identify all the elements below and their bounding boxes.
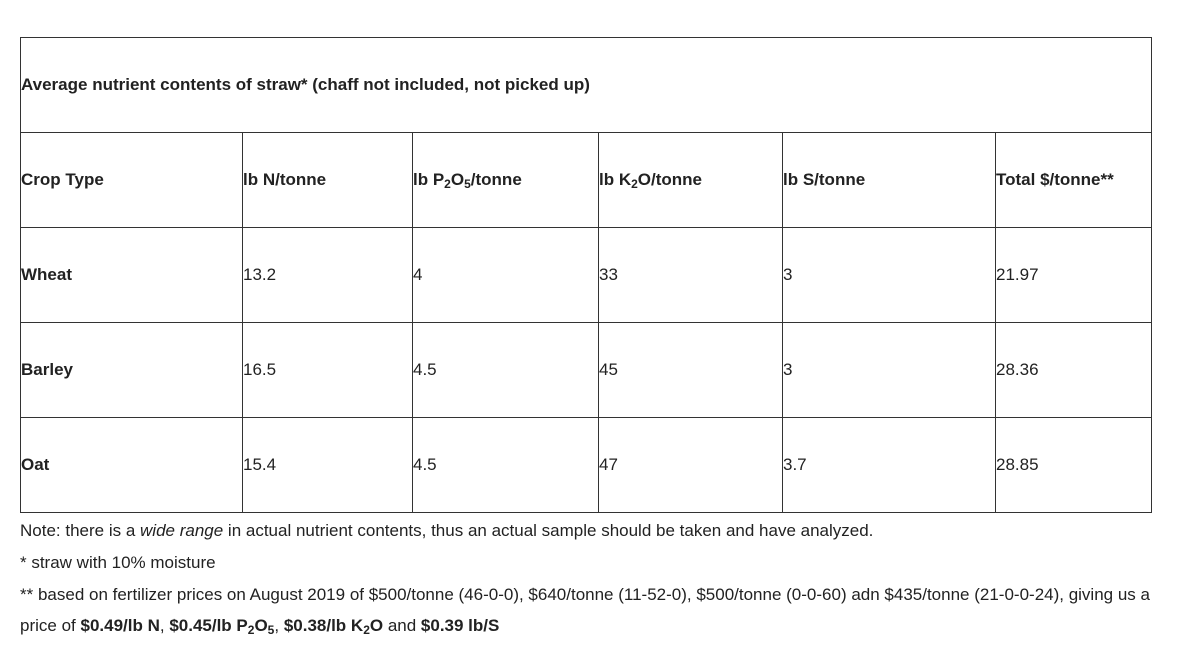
notes-section [20, 515, 1185, 641]
cell-total: 28.36 [996, 323, 1152, 418]
cell-crop: Barley [21, 323, 243, 418]
cell-k: 47 [599, 418, 783, 513]
table-title: Average nutrient contents of straw* (chaff not included, not picked up) [21, 38, 1152, 133]
cell-n: 15.4 [243, 418, 413, 513]
table-row [21, 228, 1152, 323]
cell-s: 3.7 [783, 418, 996, 513]
note-emphasis: wide range [140, 521, 224, 540]
header-n: lb N/tonne [243, 133, 413, 228]
table-row [21, 323, 1152, 418]
price-p2o5: $0.45/lb $P_2O_5$ [169, 616, 275, 637]
header-k2o: lb $K_2O$/tonne [599, 133, 783, 228]
cell-p: 4 [413, 228, 599, 323]
price-s: $0.39 lb/S [420, 616, 500, 635]
price-k2o: $0.38/lb $K_2O$ [283, 616, 384, 637]
cell-total: 21.97 [996, 228, 1152, 323]
cell-n: 16.5 [243, 323, 413, 418]
footnote-moisture: * straw with 10% moisture [20, 553, 216, 572]
cell-s: 3 [783, 323, 996, 418]
table-title-row [21, 38, 1152, 133]
cell-k: 33 [599, 228, 783, 323]
header-crop-type: Crop Type [21, 133, 243, 228]
nutrient-table [20, 37, 1152, 513]
cell-n: 13.2 [243, 228, 413, 323]
cell-total: 28.85 [996, 418, 1152, 513]
footnote-prices: ** based on fertilizer prices on August 2019 of $500/tonne (46-0-0), $640/tonne (11-52-0), $500/tonne (0-0-60) adn $435/tonne (21-0-0-24), giving us a price of $0.49/lb N, $0.45/lb $P_2O_5$, $0.38/lb $K_2O$ and $0.39 lb/S [20, 585, 1150, 637]
cell-crop: Wheat [21, 228, 243, 323]
table-header-row [21, 133, 1152, 228]
cell-p: 4.5 [413, 418, 599, 513]
note-text: Note: there is a wide range in actual nutrient contents, thus an actual sample should be taken and have analyzed. [20, 521, 874, 540]
cell-k: 45 [599, 323, 783, 418]
header-total: Total $/tonne** [996, 133, 1152, 228]
cell-p: 4.5 [413, 323, 599, 418]
table-row [21, 418, 1152, 513]
cell-crop: Oat [21, 418, 243, 513]
cell-s: 3 [783, 228, 996, 323]
price-n: $0.49/lb N [80, 616, 160, 635]
header-p2o5: lb $P_2O_5$/tonne [413, 133, 599, 228]
header-s: lb S/tonne [783, 133, 996, 228]
